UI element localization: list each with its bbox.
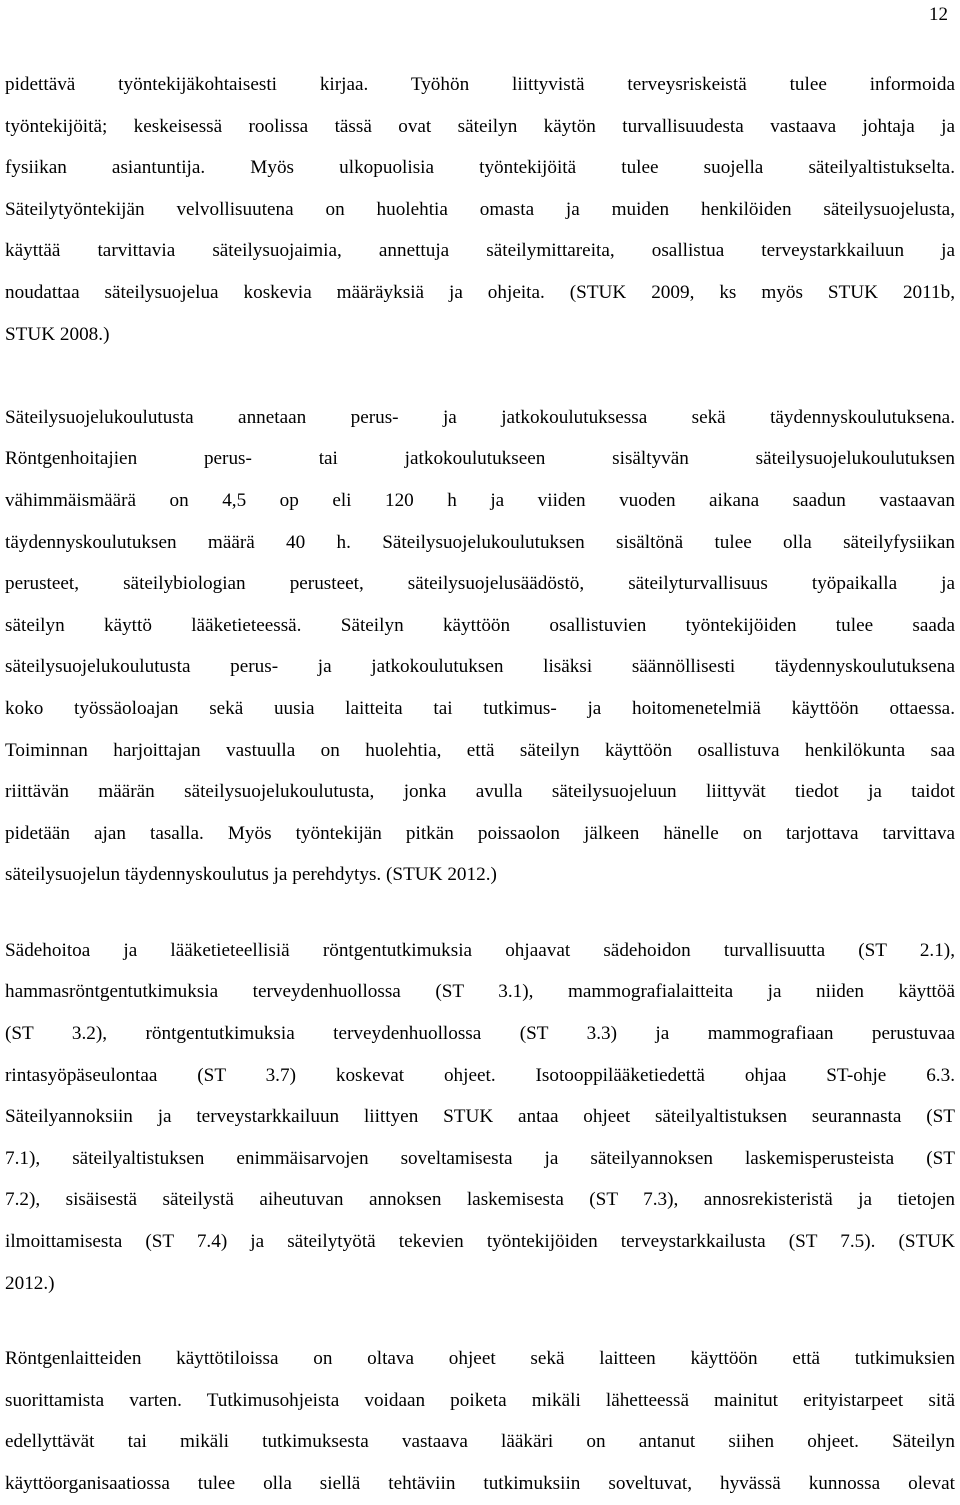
text-line: käyttöorganisaatiossa tulee olla siellä tehtäviin tutkimuksiin soveltuvat, hyvässä kunnossa olevat: [5, 1473, 955, 1494]
text-line: STUK 2008.): [5, 323, 110, 345]
text-line: 2012.): [5, 1272, 55, 1294]
text-line: vähimmäismäärä on 4,5 op eli 120 h ja viiden vuoden aikana saadun vastaavan: [5, 489, 955, 511]
text-line: säteilysuojelun täydennyskoulutus ja perehdytys. (STUK 2012.): [5, 864, 497, 886]
text-line: noudattaa säteilysuojelua koskevia määräyksiä ja ohjeita. (STUK 2009, ks myös STUK 2011b,: [5, 281, 955, 303]
text-line: Säteilytyöntekijän velvollisuutena on huolehtia omasta ja muiden henkilöiden säteilysuojelusta,: [5, 198, 955, 220]
text-line: hammasröntgentutkimuksia terveydenhuollossa (ST 3.1), mammografialaitteita ja niiden käyttöä: [5, 981, 955, 1003]
text-line: säteilyn käyttö lääketieteessä. Säteilyn käyttöön osallistuvien työntekijöiden tulee saada: [5, 614, 955, 636]
text-line: 7.1), säteilyaltistuksen enimmäisarvojen soveltamisesta ja säteilyannoksen laskemisperusteista (ST: [5, 1147, 955, 1169]
text-line: fysiikan asiantuntija. Myös ulkopuolisia työntekijöitä tulee suojella säteilyaltistukselta.: [5, 157, 955, 179]
text-line: rintasyöpäseulontaa (ST 3.7) koskevat ohjeet. Isotooppilääketiedettä ohjaa ST-ohje 6.3.: [5, 1064, 955, 1086]
page-number: 12: [929, 4, 948, 25]
text-line: riittävän määrän säteilysuojelukoulutusta, jonka avulla säteilysuojeluun liittyvät tiedot ja taidot: [5, 781, 955, 803]
text-line: säteilysuojelukoulutusta perus- ja jatkokoulutuksen lisäksi säännöllisesti täydennyskoulutuksena: [5, 656, 955, 678]
body-text: [5, 64, 955, 1505]
paragraph-worker-obligations: [5, 64, 955, 355]
text-line: 7.2), sisäisestä säteilystä aiheutuvan annoksen laskemisesta (ST 7.3), annosrekisteristä ja tietojen: [5, 1189, 955, 1211]
paragraph-xray-room-instructions: [5, 1338, 955, 1504]
text-line: perusteet, säteilybiologian perusteet, säteilysuojelusäädöstö, säteilyturvallisuus työpaikalla ja: [5, 573, 955, 595]
paragraph-st-guidelines: [5, 930, 955, 1304]
text-line: käyttää tarvittavia säteilysuojaimia, annettuja säteilymittareita, osallistua terveystarkkailuun ja: [5, 240, 955, 262]
text-line: täydennyskoulutuksen määrä 40 h. Säteilysuojelukoulutuksen sisältönä tulee olla säteilyfysiikan: [5, 531, 955, 553]
text-line: Röntgenlaitteiden käyttötiloissa on oltava ohjeet sekä laitteen käyttöön että tutkimuksien: [5, 1348, 955, 1370]
text-line: pidettävä työntekijäkohtaisesti kirjaa. Työhön liittyvistä terveysriskeistä tulee informoida: [5, 74, 955, 95]
text-line: koko työssäoloajan sekä uusia laitteita tai tutkimus- ja hoitomenetelmiä käyttöön ottaessa.: [5, 697, 955, 719]
text-line: työntekijöitä; keskeisessä roolissa tässä ovat säteilyn käytön turvallisuudesta vastaava johtaja ja: [5, 115, 955, 137]
text-line: ilmoittamisesta (ST 7.4) ja säteilytyötä tekevien työntekijöiden terveystarkkailusta (ST 7.5). (STUK: [5, 1231, 955, 1253]
text-line: Toiminnan harjoittajan vastuulla on huolehtia, että säteilyn käyttöön osallistuva henkilökunta saa: [5, 739, 955, 761]
text-line: edellyttävät tai mikäli tutkimuksesta vastaava lääkäri on antanut siihen ohjeet. Säteilyn: [5, 1431, 955, 1453]
text-line: Röntgenhoitajien perus- tai jatkokoulutukseen sisältyvän säteilysuojelukoulutuksen: [5, 448, 955, 470]
text-line: (ST 3.2), röntgentutkimuksia terveydenhuollossa (ST 3.3) ja mammografiaan perustuvaa: [5, 1023, 955, 1045]
text-line: pidetään ajan tasalla. Myös työntekijän pitkän poissaolon jälkeen hänelle on tarjottava tarvittava: [5, 822, 955, 844]
text-line: Sädehoitoa ja lääketieteellisiä röntgentutkimuksia ohjaavat sädehoidon turvallisuutta (ST 2.1),: [5, 939, 955, 961]
paragraph-radiation-training: [5, 397, 955, 896]
text-line: suorittamista varten. Tutkimusohjeista voidaan poiketa mikäli lähetteessä mainitut erityistarpeet sitä: [5, 1389, 955, 1411]
text-line: Säteilyannoksiin ja terveystarkkailuun liittyen STUK antaa ohjeet säteilyaltistuksen seurannasta (ST: [5, 1106, 955, 1128]
text-line: Säteilysuojelukoulutusta annetaan perus- ja jatkokoulutuksessa sekä täydennyskoulutuksena.: [5, 406, 955, 428]
